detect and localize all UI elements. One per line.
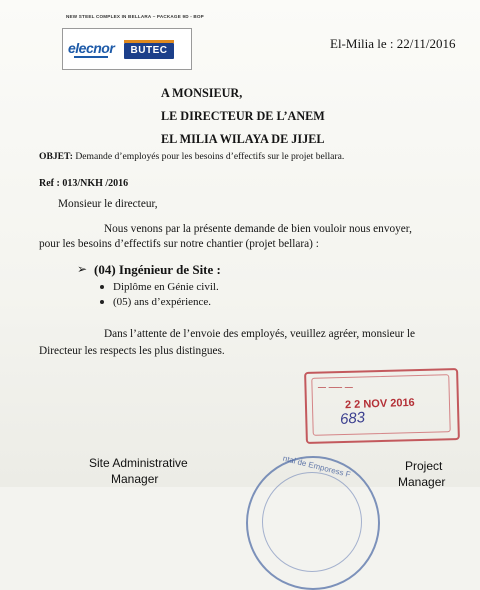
left-signatory-role: Manager <box>111 472 159 486</box>
elecnor-logo: elecnor <box>68 40 115 56</box>
stamp-registration-number: 683 <box>339 408 366 429</box>
letter-date: El-Milia le : 22/11/2016 <box>330 36 456 51</box>
reference-number: Ref : 013/NKH /2016 <box>39 178 129 189</box>
company-round-seal-inner <box>262 472 362 572</box>
recipient-line-3: EL MILIA WILAYA DE JIJEL <box>161 132 325 146</box>
right-signatory-role: Manager <box>398 475 446 489</box>
bullet-dot-icon <box>100 285 104 289</box>
requirement-item: (05) ans d’expérience. <box>100 296 211 308</box>
paragraph-1-line-2: pour les besoins d’effectifs sur notre chantier (projet bellara) : <box>39 238 319 250</box>
recipient-line-1: A MONSIEUR, <box>161 86 243 100</box>
subject-line <box>39 151 344 162</box>
subject-text: Demande d’employés pour les besoins d’effectifs sur le projet bellara. <box>72 151 345 162</box>
requirement-item: Diplôme en Génie civil. <box>100 281 219 293</box>
butec-logo: BUTEC <box>124 43 174 59</box>
stamp-script-mark: ـــ ـــــ ـــ <box>318 381 353 391</box>
project-header-line: NEW STEEL COMPLEX IN BELLARA – PACKAGE 9D - BOP <box>66 14 204 19</box>
salutation: Monsieur le directeur, <box>58 198 158 210</box>
left-signatory-title: Site Administrative <box>89 456 188 470</box>
paragraph-2-line-2: Directeur les respects les plus distingues. <box>39 345 225 357</box>
subject-label: OBJET: <box>39 151 73 162</box>
position-title: (04) Ingénieur de Site : <box>94 262 221 277</box>
bullet-arrow-icon: ➢ <box>77 262 88 276</box>
right-signatory-title: Project <box>405 459 443 473</box>
paragraph-1-line-1: Nous venons par la présente demande de bien vouloir nous envoyer, <box>104 223 412 235</box>
round-seal-text: ntal de Emporess F <box>281 453 352 480</box>
stamp-date: 2 2 NOV 2016 <box>344 396 415 412</box>
paragraph-2-line-1: Dans l’attente de l’envoie des employés, veuillez agréer, monsieur le <box>104 328 416 340</box>
bullet-dot-icon <box>100 300 104 304</box>
recipient-line-2: LE DIRECTEUR DE L’ANEM <box>161 109 325 123</box>
elecnor-logo-underline <box>74 56 108 58</box>
